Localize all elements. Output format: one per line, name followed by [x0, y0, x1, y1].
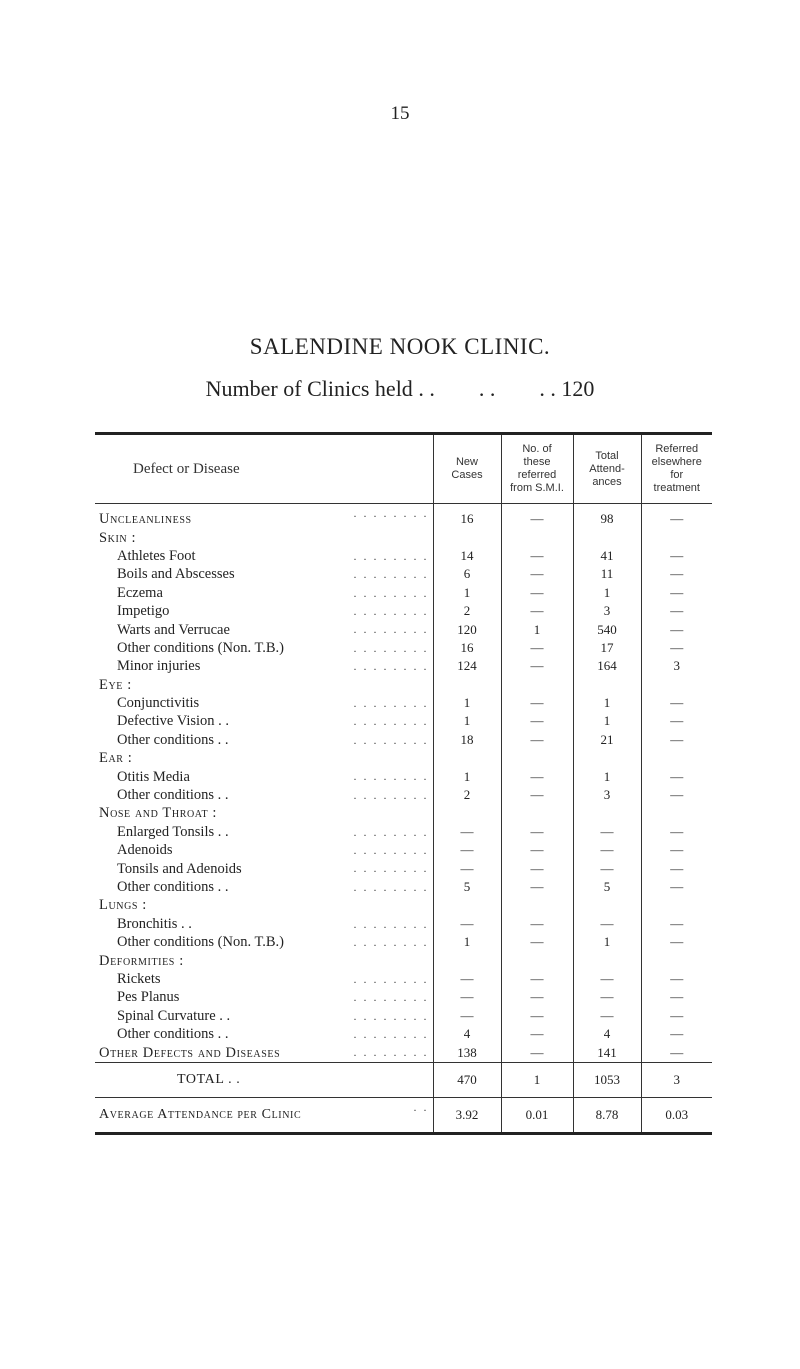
cell-new-cases: —	[433, 1007, 501, 1025]
leader-dots: . . . . . . . .	[353, 824, 429, 839]
table-row	[95, 933, 712, 951]
cell-attendances: 1	[573, 933, 641, 951]
table-row	[95, 841, 712, 859]
table-row	[95, 676, 712, 694]
cell-new-cases	[433, 804, 501, 822]
cell-referred-elsewhere: —	[641, 859, 712, 877]
table-row	[95, 767, 712, 785]
leader-dots: . . . . . . . .	[353, 603, 429, 618]
cell-new-cases	[433, 676, 501, 694]
cell-new-cases: 6	[433, 565, 501, 583]
clinics-held-label: Number of Clinics held	[205, 376, 413, 401]
cell-referred-smi: —	[501, 602, 573, 620]
cell-new-cases: 138	[433, 1043, 501, 1062]
table-bottom-rule	[95, 1132, 712, 1135]
cell-referred-elsewhere: —	[641, 841, 712, 859]
cell-referred-smi: —	[501, 767, 573, 785]
header-new-cases: New Cases	[433, 435, 501, 504]
row-label: Nose and Throat :	[95, 805, 221, 821]
row-label-cell	[95, 859, 433, 877]
cell-referred-smi: 1	[501, 620, 573, 638]
clinics-held-leader: . . . . . .	[412, 376, 562, 401]
row-label: Otitis Media	[95, 769, 194, 785]
cell-referred-elsewhere	[641, 951, 712, 969]
header-attendances: Total Attend- ances	[573, 435, 641, 504]
cell-attendances: 11	[573, 565, 641, 583]
cell-attendances: 21	[573, 731, 641, 749]
cell-attendances	[573, 676, 641, 694]
cell-referred-elsewhere: —	[641, 1025, 712, 1043]
table-row	[95, 504, 712, 529]
table-row	[95, 565, 712, 583]
leader-dots: . . . . . . . .	[353, 1008, 429, 1023]
header-defect: Defect or Disease	[133, 460, 240, 477]
total-row	[95, 1062, 712, 1097]
row-label: Warts and Verrucae	[95, 622, 234, 638]
average-attendances: 8.78	[573, 1097, 641, 1132]
cell-attendances: 3	[573, 602, 641, 620]
cell-referred-elsewhere: —	[641, 565, 712, 583]
row-label: Tonsils and Adenoids	[95, 861, 246, 877]
cell-referred-smi: —	[501, 933, 573, 951]
defects-table	[95, 435, 712, 1132]
cell-attendances: —	[573, 915, 641, 933]
cell-new-cases: —	[433, 841, 501, 859]
table-row	[95, 970, 712, 988]
cell-attendances: 17	[573, 639, 641, 657]
leader-dots: . . . . . . . .	[353, 934, 429, 949]
cell-new-cases: —	[433, 988, 501, 1006]
average-row	[95, 1097, 712, 1132]
cell-referred-elsewhere: 3	[641, 657, 712, 675]
total-referred-smi: 1	[501, 1062, 573, 1097]
row-label: Enlarged Tonsils . .	[95, 824, 233, 840]
cell-referred-smi	[501, 896, 573, 914]
cell-referred-elsewhere: —	[641, 547, 712, 565]
cell-attendances: 1	[573, 712, 641, 730]
cell-referred-elsewhere: —	[641, 970, 712, 988]
leader-dots: . . . . . . . .	[353, 714, 429, 729]
leader-dots: . . . . . . . .	[353, 659, 429, 674]
table-body	[95, 504, 712, 1132]
cell-referred-elsewhere: —	[641, 731, 712, 749]
cell-attendances: —	[573, 988, 641, 1006]
cell-attendances: 1	[573, 767, 641, 785]
cell-referred-elsewhere: —	[641, 823, 712, 841]
leader-dots: . . . . . . . .	[353, 990, 429, 1005]
cell-referred-elsewhere: —	[641, 694, 712, 712]
cell-referred-elsewhere: —	[641, 1043, 712, 1062]
cell-referred-smi: —	[501, 1025, 573, 1043]
row-label-cell	[95, 988, 433, 1006]
cell-referred-smi: —	[501, 915, 573, 933]
table-row	[95, 694, 712, 712]
row-label: Other conditions . .	[95, 1026, 233, 1042]
row-label-cell	[95, 1007, 433, 1025]
clinics-held-line	[0, 376, 800, 402]
cell-referred-smi: —	[501, 823, 573, 841]
cell-new-cases: 2	[433, 786, 501, 804]
row-label: Boils and Abscesses	[95, 566, 239, 582]
leader-dots: . . . . . . . .	[353, 695, 429, 710]
table-row	[95, 620, 712, 638]
row-label: Eye :	[95, 677, 136, 693]
table-row	[95, 602, 712, 620]
row-label-cell	[95, 749, 433, 767]
cell-attendances: —	[573, 841, 641, 859]
cell-referred-smi: —	[501, 1007, 573, 1025]
cell-attendances	[573, 896, 641, 914]
cell-referred-smi: —	[501, 584, 573, 602]
cell-new-cases: 4	[433, 1025, 501, 1043]
average-new: 3.92	[433, 1097, 501, 1132]
row-label-cell	[95, 1043, 433, 1062]
cell-attendances: 141	[573, 1043, 641, 1062]
row-label-cell	[95, 767, 433, 785]
leader-dots: . . . . . . . .	[353, 640, 429, 655]
table-row	[95, 731, 712, 749]
cell-attendances: —	[573, 970, 641, 988]
row-label: Bronchitis . .	[95, 916, 196, 932]
row-label-cell	[95, 565, 433, 583]
row-label: Minor injuries	[95, 658, 204, 674]
table-row	[95, 639, 712, 657]
clinic-table-container	[95, 432, 712, 1135]
cell-referred-elsewhere: —	[641, 915, 712, 933]
cell-referred-smi	[501, 749, 573, 767]
cell-new-cases: 1	[433, 584, 501, 602]
table-row	[95, 1043, 712, 1062]
row-label-cell	[95, 915, 433, 933]
row-label-cell	[95, 878, 433, 896]
cell-new-cases: 124	[433, 657, 501, 675]
table-row	[95, 951, 712, 969]
cell-referred-smi	[501, 951, 573, 969]
row-label: Eczema	[95, 585, 167, 601]
leader-dots: . . . . . . . .	[353, 861, 429, 876]
cell-referred-elsewhere: —	[641, 1007, 712, 1025]
cell-new-cases: —	[433, 970, 501, 988]
row-label-cell	[95, 584, 433, 602]
leader-dots: . . . . . . . .	[353, 506, 429, 520]
cell-referred-elsewhere	[641, 676, 712, 694]
row-label-cell	[95, 676, 433, 694]
leader-dots: . . . . . . . .	[353, 1045, 429, 1060]
table-row	[95, 584, 712, 602]
row-label-cell	[95, 731, 433, 749]
cell-new-cases: —	[433, 823, 501, 841]
cell-new-cases: 1	[433, 767, 501, 785]
row-label-cell	[95, 547, 433, 565]
table-row	[95, 878, 712, 896]
row-label: Other conditions . .	[95, 732, 233, 748]
row-label: Skin :	[95, 530, 140, 546]
cell-attendances	[573, 749, 641, 767]
row-label: Pes Planus	[95, 989, 183, 1005]
cell-new-cases	[433, 896, 501, 914]
row-label: Conjunctivitis	[95, 695, 203, 711]
leader-dots: . . . . . . . .	[353, 622, 429, 637]
header-referred-elsewhere: Referred elsewhere for treatment	[641, 435, 712, 504]
row-label: Defective Vision . .	[95, 713, 233, 729]
cell-referred-elsewhere: —	[641, 620, 712, 638]
row-label: Athletes Foot	[95, 548, 200, 564]
cell-new-cases: —	[433, 915, 501, 933]
average-label-cell	[95, 1097, 433, 1132]
leader-dots: . . . . . . . .	[353, 916, 429, 931]
cell-referred-elsewhere: —	[641, 933, 712, 951]
cell-referred-elsewhere	[641, 749, 712, 767]
cell-new-cases: 18	[433, 731, 501, 749]
cell-attendances: 41	[573, 547, 641, 565]
row-label: Lungs :	[95, 897, 151, 913]
table-row	[95, 1007, 712, 1025]
row-label-cell	[95, 823, 433, 841]
leader-dots: . . . . . . . .	[353, 769, 429, 784]
row-label-cell	[95, 504, 433, 529]
cell-new-cases: 1	[433, 933, 501, 951]
average-referred-smi: 0.01	[501, 1097, 573, 1132]
cell-referred-smi: —	[501, 639, 573, 657]
table-row	[95, 749, 712, 767]
row-label-cell	[95, 951, 433, 969]
cell-referred-elsewhere: —	[641, 712, 712, 730]
cell-referred-elsewhere: —	[641, 767, 712, 785]
leader-dots: . . . . . . . .	[353, 585, 429, 600]
total-label-cell	[95, 1062, 433, 1097]
cell-attendances: 98	[573, 504, 641, 529]
cell-new-cases: 1	[433, 712, 501, 730]
cell-attendances: 1	[573, 694, 641, 712]
table-row	[95, 547, 712, 565]
row-label-cell	[95, 804, 433, 822]
row-label: Other Defects and Diseases	[95, 1045, 284, 1061]
cell-referred-smi: —	[501, 712, 573, 730]
row-label: Other conditions (Non. T.B.)	[95, 640, 288, 656]
cell-new-cases: 2	[433, 602, 501, 620]
cell-attendances: 540	[573, 620, 641, 638]
table-row	[95, 712, 712, 730]
total-new: 470	[433, 1062, 501, 1097]
row-label: Spinal Curvature . .	[95, 1008, 234, 1024]
row-label-cell	[95, 712, 433, 730]
row-label-cell	[95, 841, 433, 859]
row-label-cell	[95, 970, 433, 988]
cell-new-cases	[433, 528, 501, 546]
leader-dots: . . . . . . . .	[353, 732, 429, 747]
cell-new-cases	[433, 749, 501, 767]
cell-referred-smi: —	[501, 878, 573, 896]
row-label-cell	[95, 528, 433, 546]
cell-attendances	[573, 951, 641, 969]
row-label: Adenoids	[95, 842, 177, 858]
row-label-cell	[95, 620, 433, 638]
cell-new-cases: 14	[433, 547, 501, 565]
header-referred-smi: No. of these referred from S.M.I.	[501, 435, 573, 504]
table-row	[95, 823, 712, 841]
row-label: Impetigo	[95, 603, 173, 619]
cell-referred-elsewhere	[641, 804, 712, 822]
total-referred-elsewhere: 3	[641, 1062, 712, 1097]
cell-referred-elsewhere: —	[641, 504, 712, 529]
row-label: Other conditions . .	[95, 787, 233, 803]
leader-dots: . . . . . . . .	[353, 787, 429, 802]
cell-referred-smi: —	[501, 1043, 573, 1062]
row-label: Other conditions (Non. T.B.)	[95, 934, 288, 950]
row-label: Rickets	[95, 971, 165, 987]
cell-attendances: 1	[573, 584, 641, 602]
cell-attendances	[573, 804, 641, 822]
clinics-held-value: 120	[561, 376, 595, 401]
cell-attendances: 164	[573, 657, 641, 675]
row-label-cell	[95, 602, 433, 620]
cell-referred-smi: —	[501, 565, 573, 583]
cell-new-cases: —	[433, 859, 501, 877]
cell-attendances: 4	[573, 1025, 641, 1043]
cell-attendances: 5	[573, 878, 641, 896]
cell-referred-elsewhere: —	[641, 878, 712, 896]
leader-dots: . . . . . . . .	[353, 971, 429, 986]
cell-new-cases: 16	[433, 639, 501, 657]
cell-new-cases: 5	[433, 878, 501, 896]
total-label: TOTAL . .	[95, 1072, 244, 1087]
row-label: Other conditions . .	[95, 879, 233, 895]
row-label-cell	[95, 786, 433, 804]
page-number: 15	[390, 103, 410, 124]
cell-attendances	[573, 528, 641, 546]
cell-referred-smi: —	[501, 841, 573, 859]
cell-referred-elsewhere: —	[641, 639, 712, 657]
table-row	[95, 896, 712, 914]
leader-dots: . . . . . . . .	[353, 1026, 429, 1041]
average-referred-elsewhere: 0.03	[641, 1097, 712, 1132]
cell-referred-elsewhere	[641, 896, 712, 914]
total-attendances: 1053	[573, 1062, 641, 1097]
cell-new-cases: 120	[433, 620, 501, 638]
cell-referred-elsewhere: —	[641, 988, 712, 1006]
cell-referred-elsewhere: —	[641, 602, 712, 620]
average-label: Average Attendance per Clinic	[95, 1107, 305, 1122]
row-label: Ear :	[95, 750, 136, 766]
header-row	[95, 435, 712, 504]
cell-new-cases: 1	[433, 694, 501, 712]
cell-referred-smi	[501, 676, 573, 694]
leader-dots: . .	[413, 1099, 429, 1114]
cell-referred-smi: —	[501, 859, 573, 877]
cell-referred-elsewhere	[641, 528, 712, 546]
cell-referred-smi	[501, 528, 573, 546]
cell-attendances: —	[573, 1007, 641, 1025]
cell-referred-elsewhere: —	[641, 584, 712, 602]
table-row	[95, 988, 712, 1006]
table-row	[95, 915, 712, 933]
row-label: Uncleanliness	[95, 511, 196, 527]
cell-referred-smi: —	[501, 731, 573, 749]
row-label-cell	[95, 657, 433, 675]
cell-attendances: 3	[573, 786, 641, 804]
cell-referred-smi	[501, 804, 573, 822]
cell-attendances: —	[573, 823, 641, 841]
cell-referred-smi: —	[501, 547, 573, 565]
leader-dots: . . . . . . . .	[353, 879, 429, 894]
cell-referred-smi: —	[501, 694, 573, 712]
table-row	[95, 786, 712, 804]
table-row	[95, 528, 712, 546]
leader-dots: . . . . . . . .	[353, 567, 429, 582]
table-row	[95, 804, 712, 822]
cell-new-cases	[433, 951, 501, 969]
table-row	[95, 1025, 712, 1043]
cell-attendances: —	[573, 859, 641, 877]
cell-referred-smi: —	[501, 970, 573, 988]
leader-dots: . . . . . . . .	[353, 548, 429, 563]
cell-referred-smi: —	[501, 786, 573, 804]
cell-referred-smi: —	[501, 988, 573, 1006]
row-label-cell	[95, 639, 433, 657]
table-row	[95, 859, 712, 877]
cell-referred-smi: —	[501, 657, 573, 675]
row-label-cell	[95, 1025, 433, 1043]
page-title: SALENDINE NOOK CLINIC.	[249, 334, 551, 359]
table-row	[95, 657, 712, 675]
row-label-cell	[95, 896, 433, 914]
row-label: Deformities :	[95, 953, 188, 969]
row-label-cell	[95, 694, 433, 712]
cell-new-cases: 16	[433, 504, 501, 529]
leader-dots: . . . . . . . .	[353, 843, 429, 858]
cell-referred-elsewhere: —	[641, 786, 712, 804]
cell-referred-smi: —	[501, 504, 573, 529]
row-label-cell	[95, 933, 433, 951]
